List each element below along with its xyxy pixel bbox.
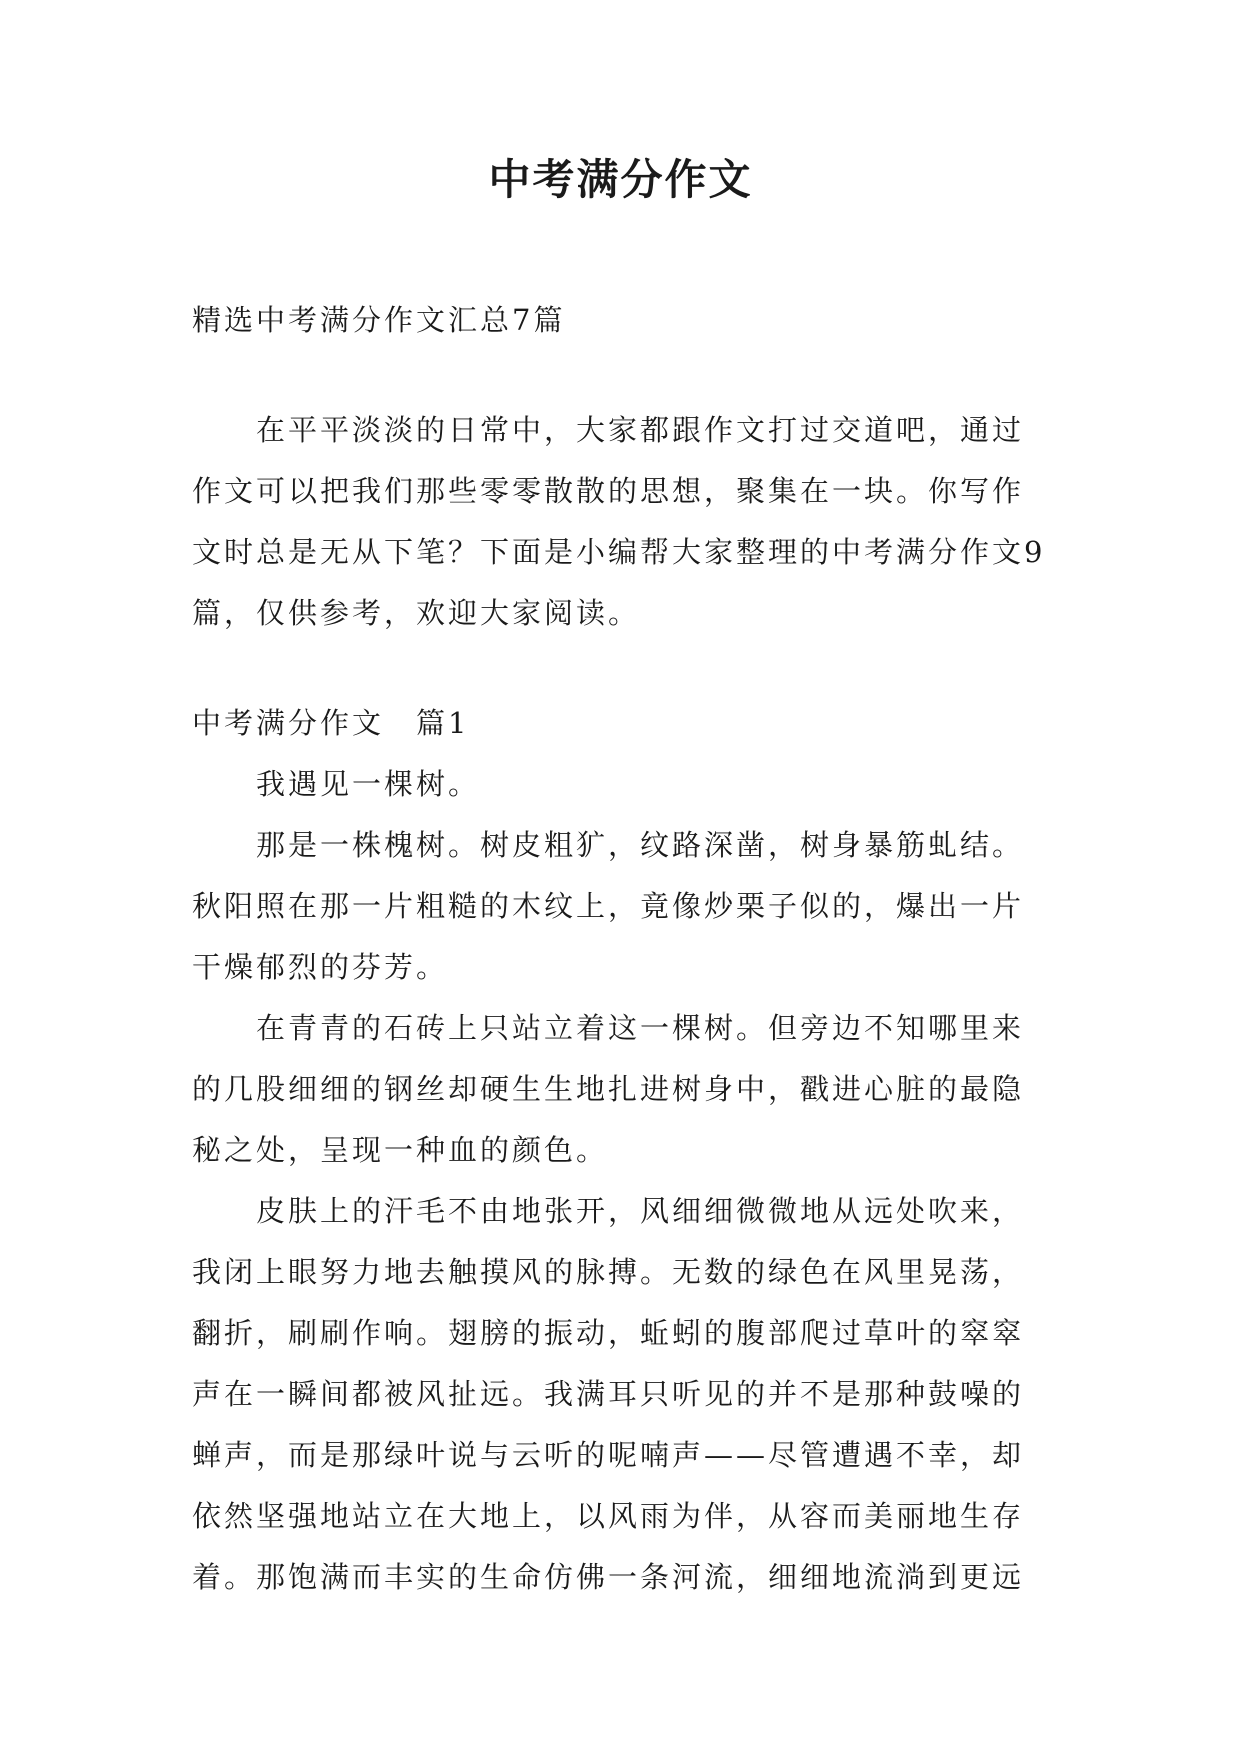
body-paragraph: 皮肤上的汗毛不由地张开，风细细微微地从远处吹来，我闭上眼努力地去触摸风的脉搏。无数的绿色在风里晃荡，翻折，刷刷作响。翅膀的振动，蚯蚓的腹部爬过草叶的窣窣声在一瞬间都被风扯远。我满耳只听见的并不是那种鼓噪的蝉声，而是那绿叶说与云听的呢喃声——尽管遭遇不幸，却依然坚强地站立在大地上，以风雨为伴，从容而美丽地生存着。那饱满而丰实的生命仿佛一条河流，细细地流淌到更远 <box>192 1194 1025 1594</box>
document-title: 中考满分作文 <box>488 155 753 204</box>
document-body <box>192 290 1052 1608</box>
body-paragraph: 那是一株槐树。树皮粗犷，纹路深凿，树身暴筋虬结。秋阳照在那一片粗糙的木纹上，竟像炒栗子似的，爆出一片干燥郁烈的芬芳。 <box>192 828 1025 984</box>
body-paragraph: 我遇见一棵树。 <box>256 767 481 801</box>
intro-paragraph: 在平平淡淡的日常中，大家都跟作文打过交道吧，通过作文可以把我们那些零零散散的思想，聚集在一块。你写作文时总是无从下笔？下面是小编帮大家整理的中考满分作文9篇，仅供参考，欢迎大家阅读。 <box>192 413 1046 630</box>
body-paragraph: 在青青的石砖上只站立着这一棵树。但旁边不知哪里来的几股细细的钢丝却硬生生地扎进树身中，戳进心脏的最隐秘之处，呈现一种血的颜色。 <box>192 1011 1025 1167</box>
section-heading: 中考满分作文 篇1 <box>192 706 470 740</box>
document-subtitle: 精选中考满分作文汇总7篇 <box>192 303 566 337</box>
